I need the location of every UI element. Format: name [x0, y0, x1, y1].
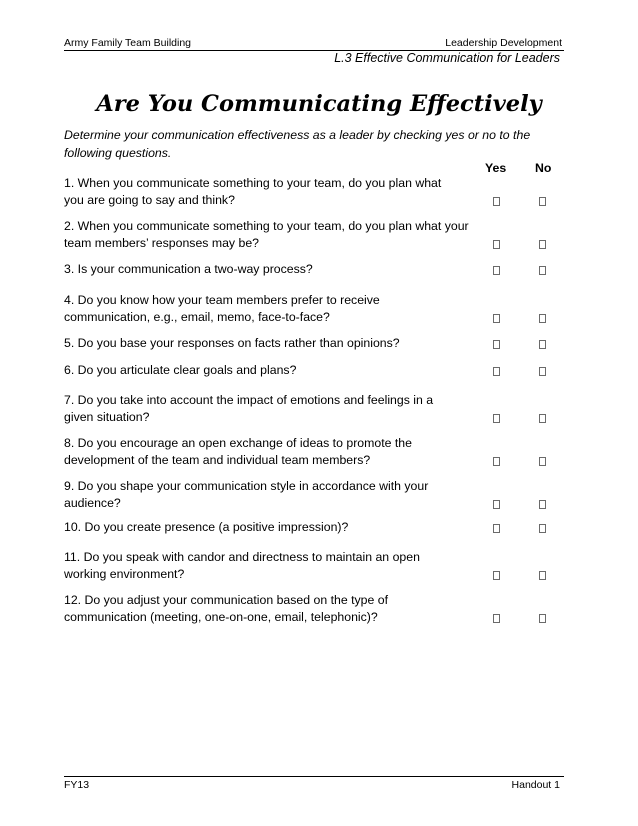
checkbox-no[interactable] [539, 314, 546, 323]
question-item [64, 175, 474, 209]
checkbox-yes[interactable] [493, 340, 500, 349]
question-text-line: you are going to say and think? [64, 193, 235, 207]
question-text-line: 5. Do you base your responses on facts rather than opinions? [64, 336, 400, 350]
question-item [64, 549, 474, 583]
header-course-name: Leadership Development [445, 37, 562, 49]
question-text-line: audience? [64, 496, 121, 510]
checkbox-no[interactable] [539, 240, 546, 249]
column-header-no: No [535, 161, 552, 175]
checkbox-no[interactable] [539, 197, 546, 206]
question-item [64, 592, 474, 626]
checkbox-no[interactable] [539, 367, 546, 376]
checkbox-yes[interactable] [493, 314, 500, 323]
question-item [64, 362, 474, 379]
header-lesson-subtitle: L.3 Effective Communication for Leaders [334, 51, 560, 65]
footer-fiscal-year: FY13 [64, 779, 90, 791]
checkbox-no[interactable] [539, 266, 546, 275]
checkbox-yes[interactable] [493, 414, 500, 423]
question-text-line: 7. Do you take into account the impact of emotions and feelings in a [64, 393, 434, 407]
checkbox-yes[interactable] [493, 457, 500, 466]
question-item [64, 392, 474, 426]
instructions-text: Determine your communication effectiveness as a leader by checking yes or no to the following questions. [64, 128, 531, 160]
checkbox-no[interactable] [539, 500, 546, 509]
question-text-line: 2. When you communicate something to your team, do you plan what your [64, 219, 469, 233]
question-text-line: 6. Do you articulate clear goals and plans? [64, 363, 297, 377]
column-header-yes: Yes [485, 161, 507, 175]
question-text-line: 10. Do you create presence (a positive impression)? [64, 520, 349, 534]
question-item [64, 292, 474, 326]
checkbox-yes[interactable] [493, 500, 500, 509]
question-text-line: working environment? [64, 567, 185, 581]
page-title: Are You Communicating Effectively [96, 91, 542, 117]
question-item [64, 435, 474, 469]
checkbox-yes[interactable] [493, 614, 500, 623]
header-program-name: Army Family Team Building [64, 37, 192, 49]
checkbox-no[interactable] [539, 524, 546, 533]
checkbox-yes[interactable] [493, 197, 500, 206]
footer-handout-number: Handout 1 [511, 779, 560, 791]
question-item [64, 261, 474, 278]
question-text-line: communication, e.g., email, memo, face-to-face? [64, 310, 330, 324]
question-text-line: 9. Do you shape your communication style in accordance with your [64, 479, 429, 493]
checkbox-no[interactable] [539, 340, 546, 349]
checkbox-yes[interactable] [493, 367, 500, 376]
question-text-line: 3. Is your communication a two-way process? [64, 262, 313, 276]
question-text-line: 8. Do you encourage an open exchange of ideas to promote the [64, 436, 412, 450]
checkbox-no[interactable] [539, 457, 546, 466]
checkbox-no[interactable] [539, 414, 546, 423]
question-item [64, 519, 474, 536]
question-text-line: team members’ responses may be? [64, 236, 260, 250]
question-text-line: 1. When you communicate something to your team, do you plan what [64, 176, 442, 190]
question-text-line: 4. Do you know how your team members prefer to receive [64, 293, 380, 307]
question-text-line: 11. Do you speak with candor and directness to maintain an open [64, 550, 420, 564]
question-text-line: given situation? [64, 410, 150, 424]
checkbox-no[interactable] [539, 614, 546, 623]
checkbox-yes[interactable] [493, 240, 500, 249]
question-text-line: development of the team and individual team members? [64, 453, 371, 467]
question-item [64, 478, 474, 512]
question-text-line: communication (meeting, one-on-one, email, telephonic)? [64, 610, 378, 624]
question-text-line: 12. Do you adjust your communication based on the type of [64, 593, 389, 607]
footer-divider [64, 776, 564, 777]
checkbox-yes[interactable] [493, 524, 500, 533]
question-item [64, 218, 474, 252]
question-item [64, 335, 474, 352]
checkbox-yes[interactable] [493, 266, 500, 275]
checkbox-yes[interactable] [493, 571, 500, 580]
checkbox-no[interactable] [539, 571, 546, 580]
